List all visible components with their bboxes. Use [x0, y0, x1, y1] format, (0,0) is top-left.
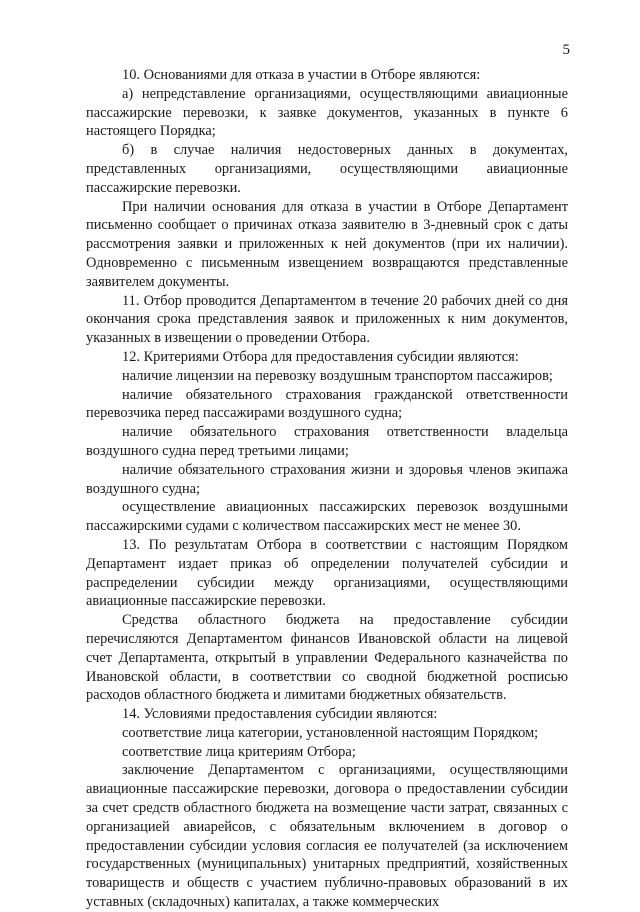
paragraph-14-heading: 14. Условиями предоставления субсидии являются:	[122, 706, 438, 723]
criterion-license: наличие лицензии на перевозку воздушным транспортом пассажиров;	[122, 367, 553, 384]
document-body	[86, 66, 568, 912]
paragraph-refusal-notice: При наличии основания для отказа в участии в Отборе Департамент письменно сообщает о причинах отказа заявителю в 3-дневный срок с даты рассмотрения заявки и приложенных к ней документов (при их наличии). Одновременно с письменным извещением возвращаются представленные заявителем документы.	[86, 198, 568, 290]
paragraph-budget-funds: Средства областного бюджета на предоставление субсидии перечисляются Департаментом финансов Ивановской области на лицевой счет Департамента, открытый в управлении Федерального казначейства по Ивановской области, в соответствии со сводной бюджетной росписью расходов областного бюджета и лимитами бюджетных обязательств.	[86, 612, 568, 704]
criterion-seat-count: осуществление авиационных пассажирских перевозок воздушными пассажирскими судами с количеством пассажирских мест не менее 30.	[86, 499, 568, 535]
page-number: 5	[562, 42, 570, 58]
paragraph-10-a: а) непредставление организациями, осуществляющими авиационные пассажирские перевозки, к заявке документов, указанных в пункте 6 настоящего Порядка;	[86, 85, 568, 140]
condition-category: соответствие лица категории, установленной настоящим Порядком;	[122, 724, 539, 741]
criterion-crew-insurance: наличие обязательного страхования жизни и здоровья членов экипажа воздушного судна;	[86, 461, 568, 497]
paragraph-10-heading: 10. Основаниями для отказа в участии в Отборе являются:	[122, 67, 481, 83]
paragraph-11: 11. Отбор проводится Департаментом в течение 20 рабочих дней со дня окончания срока представления заявок и приложенных к ним документов, указанных в извещении о проведении Отбора.	[86, 292, 568, 347]
condition-agreement: заключение Департаментом с организациями, осуществляющими авиационные пассажирские перевозки, договора о предоставлении субсидии за счет средств областного бюджета на возмещение части затрат, связанных с организацией авиарейсов, с обязательным включением в договор о предоставлении субсидии условия согласия ее получателей (за исключением государственных (муниципальных) унитарных предприятий, хозяйственных товариществ и обществ с участием публично-правовых образований в их уставных (складочных) капиталах, а также коммерческих	[86, 762, 568, 911]
paragraph-13: 13. По результатам Отбора в соответствии с настоящим Порядком Департамент издает приказ об определении получателей субсидии и распределении субсидии между организациями, осуществляющими авиационные пассажирские перевозки.	[86, 536, 568, 610]
criterion-owner-insurance: наличие обязательного страхования ответственности владельца воздушного судна перед третьими лицами;	[86, 424, 568, 459]
paragraph-12-heading: 12. Критериями Отбора для предоставления субсидии являются:	[122, 348, 519, 365]
criterion-carrier-insurance: наличие обязательного страхования гражданской ответственности перевозчика перед пассажирами воздушного судна;	[86, 386, 568, 422]
paragraph-10-b: б) в случае наличия недостоверных данных в документах, представленных организациями, осуществляющими авиационные пассажирские перевозки.	[86, 142, 568, 196]
condition-criteria: соответствие лица критериям Отбора;	[122, 743, 356, 760]
